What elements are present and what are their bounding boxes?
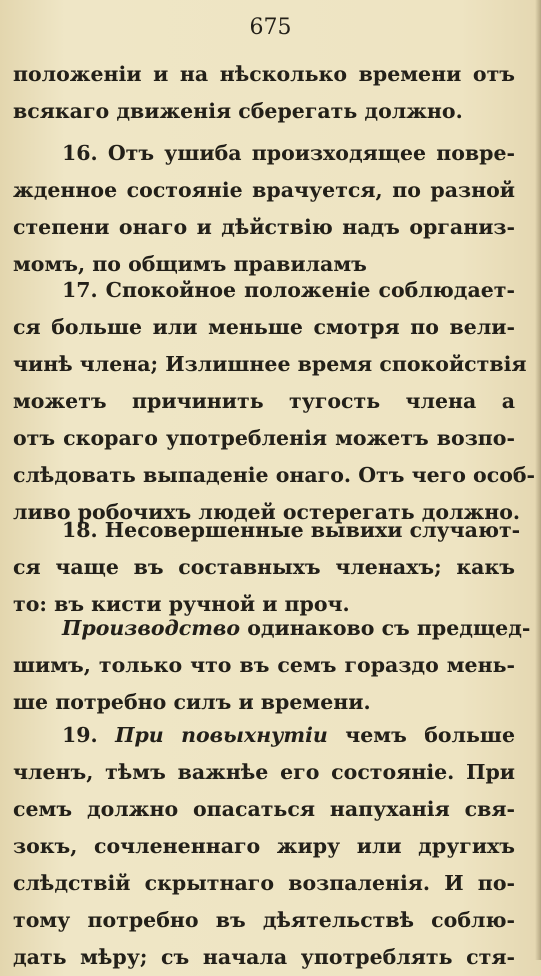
text-line: 16. Отъ ушиба произходящее повре- — [62, 141, 515, 165]
text-line: семъ должно опасаться напуханія свя- — [13, 797, 515, 821]
text-line: дать мѣру; съ начала употреблять стя- — [13, 945, 515, 969]
text-line: чинѣ члена; Излишнее время спокойствія — [13, 352, 527, 376]
paragraph-continuation — [0, 56, 541, 130]
text-span: чемъ больше — [327, 723, 515, 747]
text-line: 18. Несовершенные вывихи случают- — [62, 518, 521, 542]
text-line: ливо робочихъ людей остерегать должно. — [13, 500, 521, 524]
italic-term: Производство — [62, 616, 241, 640]
text-line: то: въ кисти ручной и проч. — [13, 592, 350, 616]
text-line: слѣдовать выпаденіе онаго. Отъ чего особ- — [13, 463, 536, 487]
text-line: ся чаще въ составныхъ членахъ; какъ — [13, 555, 515, 579]
text-line: можетъ причинить тугость члена а — [13, 389, 515, 413]
paragraph-18 — [0, 512, 541, 623]
paragraph-17 — [0, 272, 541, 531]
text-line: ся больше или меньше смотря по вели- — [13, 315, 515, 339]
text-line: всякаго движенія сберегать должно. — [13, 99, 463, 123]
text-line: шимъ, только что въ семъ гораздо мень- — [13, 653, 515, 677]
paragraph-19 — [0, 717, 541, 976]
text-line: жденное состояніе врачуется, по разной — [13, 178, 515, 202]
text-line: момъ, по общимъ правиламъ — [13, 252, 367, 276]
text-line: ше потребно силъ и времени. — [13, 690, 371, 714]
text-span: одинаково съ предщед- — [240, 616, 531, 640]
page-edge-shadow — [535, 0, 541, 960]
text-line — [0, 717, 541, 754]
paragraph-number: 19. — [62, 723, 98, 747]
page-number: 675 — [249, 15, 292, 40]
italic-term: При повыхнутіи — [115, 723, 328, 747]
text-line — [0, 610, 541, 647]
paragraph-production — [0, 610, 541, 721]
text-line: слѣдствій скрытнаго возпаленія. И по- — [13, 871, 515, 895]
text-line: степени онаго и дѣйствію надъ организ- — [13, 215, 515, 239]
text-line: положеніи и на нѣсколько времени отъ — [13, 62, 515, 86]
text-line: отъ скораго употребленія можетъ возпо- — [13, 426, 515, 450]
text-line: членъ, тѣмъ важнѣе его состояніе. При — [13, 760, 515, 784]
text-line: зокъ, сочлененнаго жиру или другихъ — [13, 834, 515, 858]
text-line: 17. Спокойное положеніе соблюдает- — [62, 278, 515, 302]
paragraph-16 — [0, 135, 541, 283]
text-line: тому потребно въ дѣятельствѣ соблю- — [13, 908, 515, 932]
